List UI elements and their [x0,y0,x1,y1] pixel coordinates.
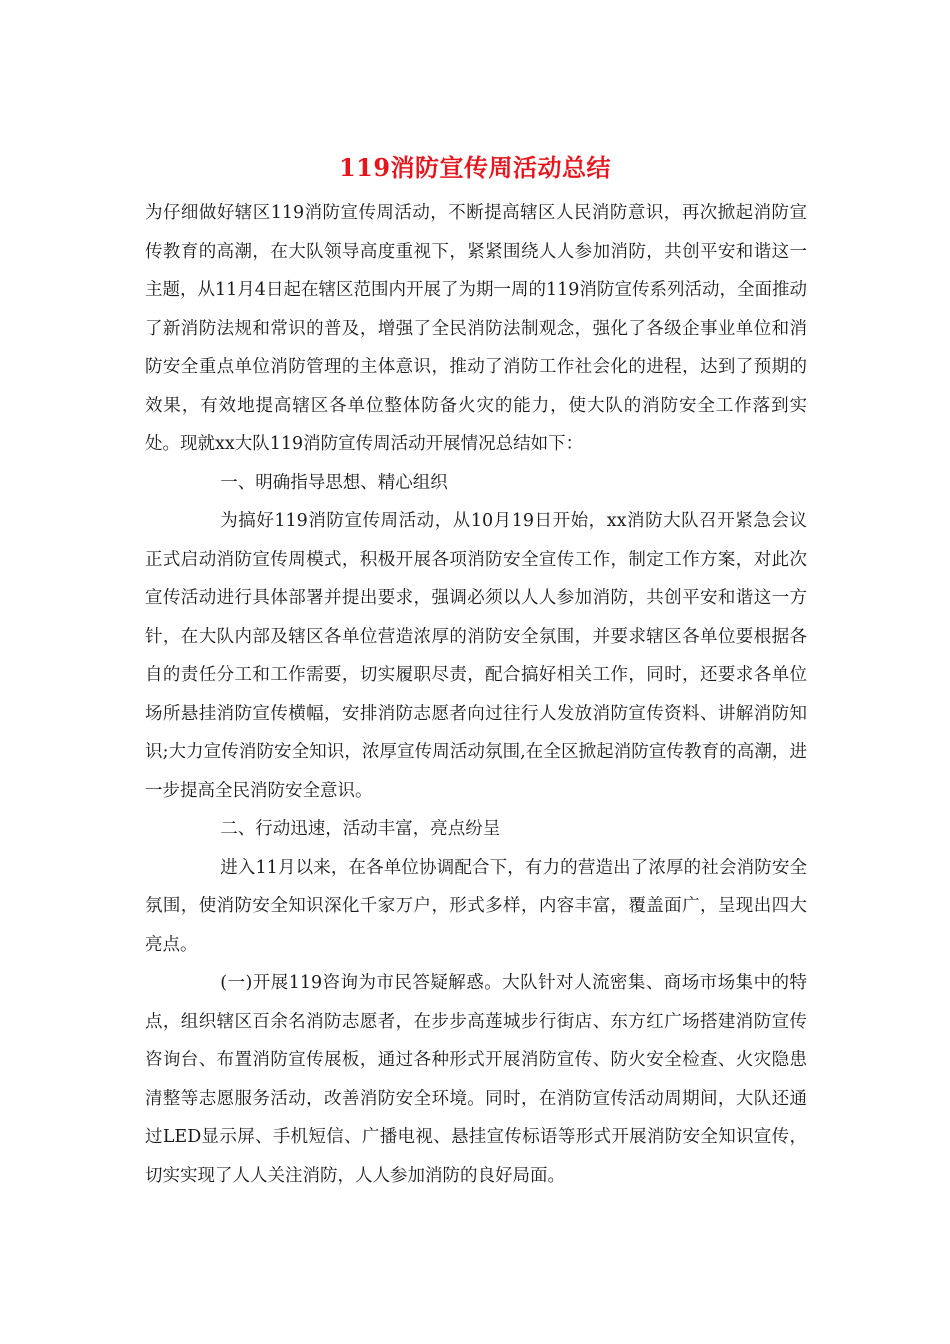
section-heading-1: 一、明确指导思想、精心组织 [220,472,448,493]
section-heading-2: 二、行动迅速，活动丰富，亮点纷呈 [220,819,501,839]
document-body [145,194,807,1195]
paragraph-section-1: 为搞好119消防宣传周活动，从10月19日开始，xx消防大队召开紧急会议正式启动消防宣传周模式，积极开展各项消防安全宣传工作，制定工作方案，对此次宣传活动进行具体部署并提出要求，强调必须以人人参加消防，共创平安和谐这一方针，在大队内部及辖区各单位营造浓厚的消防安全氛围，并要求辖区各单位要根据各自的责任分工和工作需要，切实履职尽责，配合搞好相关工作，同时，还要求各单位场所悬挂消防宣传横幅，安排消防志愿者向过往行人发放消防宣传资料、讲解消防知识;大力宣传消防安全知识，浓厚宣传周活动氛围,在全区掀起消防宣传教育的高潮，进一步提高全民消防安全意识。 [145,511,807,801]
paragraph-intro: 为仔细做好辖区119消防宣传周活动，不断提高辖区人民消防意识，再次掀起消防宣传教育的高潮，在大队领导高度重视下，紧紧围绕人人参加消防，共创平安和谐这一主题，从11月4日起在辖区范围内开展了为期一周的119消防宣传系列活动，全面推动了新消防法规和常识的普及，增强了全民消防法制观念，强化了各级企事业单位和消防安全重点单位消防管理的主体意识，推动了消防工作社会化的进程，达到了预期的效果，有效地提高辖区各单位整体防备火灾的能力，使大队的消防安全工作落到实处。现就xx大队119消防宣传周活动开展情况总结如下： [145,203,807,454]
paragraph-highlight-1: (一)开展119咨询为市民答疑解惑。大队针对人流密集、商场市场集中的特点，组织辖区百余名消防志愿者，在步步高莲城步行街店、东方红广场搭建消防宣传咨询台、布置消防宣传展板，通过各种形式开展消防宣传、防火安全检查、火灾隐患清整等志愿服务活动，改善消防安全环境。同时，在消防宣传活动周期间，大队还通过LED显示屏、手机短信、广播电视、悬挂宣传标语等形式开展消防安全知识宣传，切实实现了人人关注消防，人人参加消防的良好局面。 [145,973,807,1186]
document-title: 119消防宣传周活动总结 [338,153,612,182]
paragraph-section-2: 进入11月以来，在各单位协调配合下，有力的营造出了浓厚的社会消防安全氛围，使消防安全知识深化千家万户，形式多样，内容丰富，覆盖面广，呈现出四大亮点。 [145,857,807,955]
